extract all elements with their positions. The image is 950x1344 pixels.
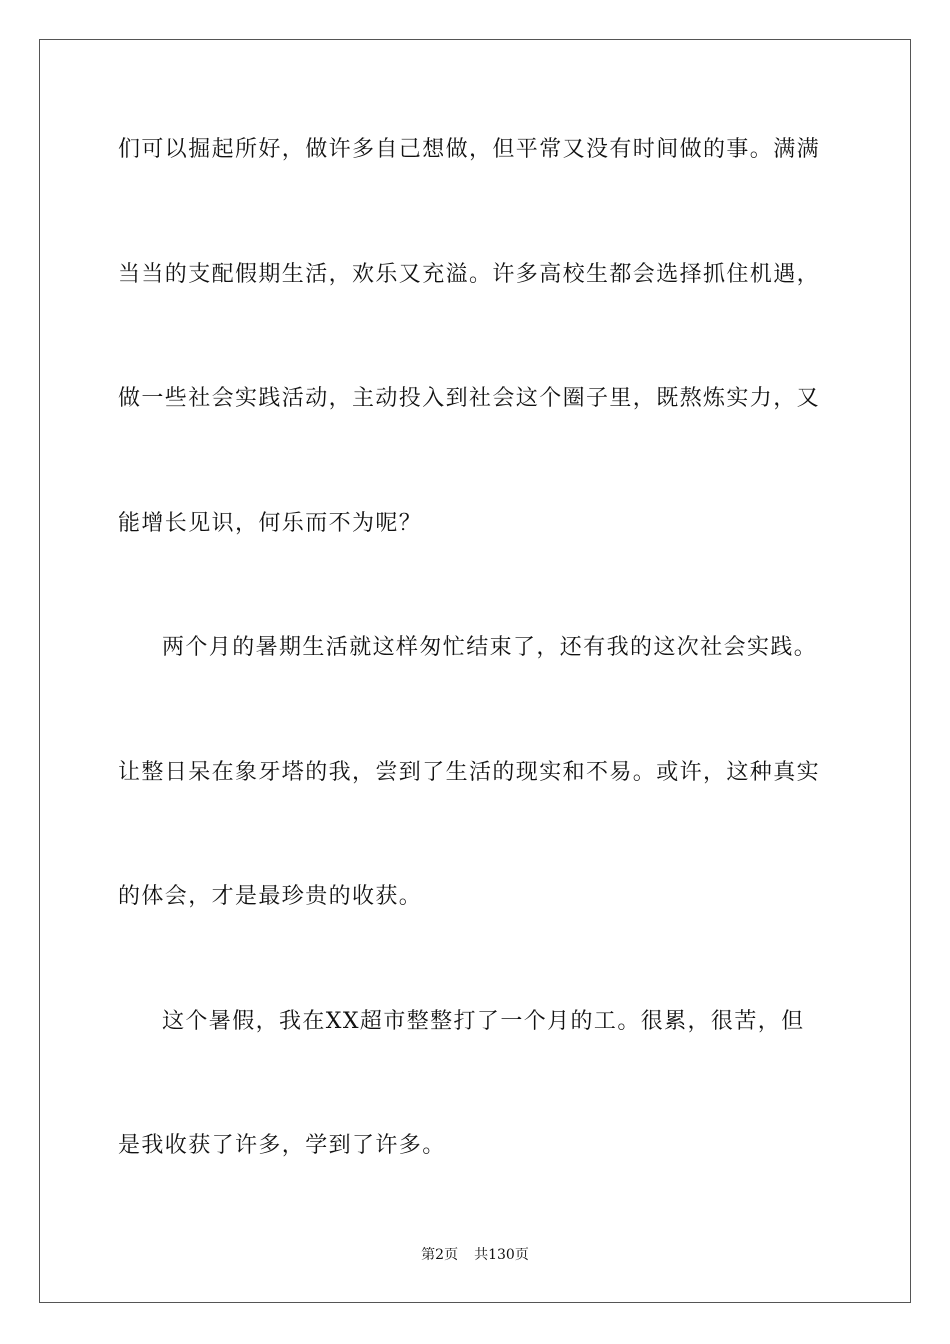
- text-line-2: 当当的支配假期生活，欢乐又充溢。许多高校生都会选择抓住机遇，: [118, 262, 821, 287]
- total-pages: 共130页: [474, 1247, 529, 1263]
- text-line-4: 能增长见识，何乐而不为呢？: [118, 511, 423, 536]
- text-line-8: 这个暑假，我在XX超市整整打了一个月的工。很累，很苦，但: [162, 1009, 805, 1034]
- text-line-5: 两个月的暑期生活就这样匆忙结束了，还有我的这次社会实践。: [162, 635, 818, 660]
- text-line-9: 是我收获了许多，学到了许多。: [118, 1133, 446, 1158]
- page-border: [39, 39, 911, 1303]
- page-number: 第2页: [421, 1247, 459, 1263]
- text-line-6: 让整日呆在象牙塔的我，尝到了生活的现实和不易。或许，这种真实: [118, 760, 821, 785]
- page-footer: [0, 1246, 950, 1264]
- text-line-1: 们可以掘起所好，做许多自己想做，但平常又没有时间做的事。满满: [118, 137, 821, 162]
- text-line-7: 的体会，才是最珍贵的收获。: [118, 884, 423, 909]
- text-line-3: 做一些社会实践活动，主动投入到社会这个圈子里，既熬炼实力，又: [118, 386, 821, 411]
